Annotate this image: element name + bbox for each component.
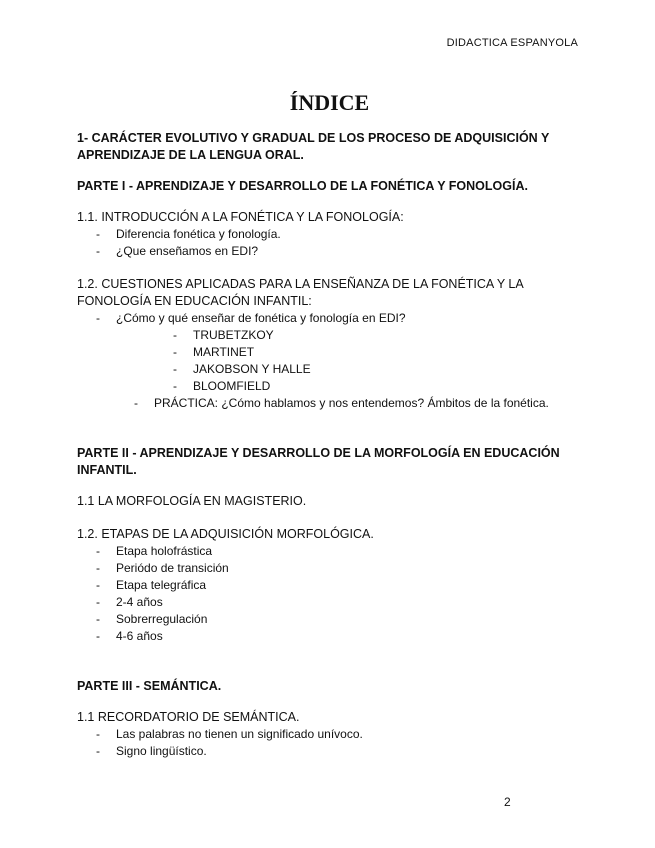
part2-section2-title: 1.2. ETAPAS DE LA ADQUISICIÓN MORFOLÓGICA. [77, 527, 374, 541]
part2-section1-title: 1.1 LA MORFOLOGÍA EN MAGISTERIO. [77, 494, 307, 508]
list-item: - ¿Cómo y qué enseñar de fonética y fonología en EDI? [96, 311, 406, 325]
list-item: - Signo lingüístico. [96, 744, 207, 758]
page-header: DIDACTICA ESPANYOLA [446, 37, 578, 49]
part2-heading: PARTE II - APRENDIZAJE Y DESARROLLO DE LA MORFOLOGÍA EN EDUCACIÓN INFANTIL. [77, 446, 560, 477]
page-title: ÍNDICE [289, 90, 370, 115]
list-item: - Periódo de transición [96, 561, 229, 575]
list-item: - 2-4 años [96, 595, 163, 609]
list-item: - Sobrerregulación [96, 612, 208, 626]
part3-section1-title: 1.1 RECORDATORIO DE SEMÁNTICA. [77, 710, 300, 724]
page-number: 2 [504, 795, 511, 809]
practica-item: - PRÁCTICA: ¿Cómo hablamos y nos entendemos? Ámbitos de la fonética. [134, 396, 549, 410]
list-item: - 4-6 años [96, 629, 163, 643]
main-heading: 1- CARÁCTER EVOLUTIVO Y GRADUAL DE LOS PROCESO DE ADQUISICIÓN Y APRENDIZAJE DE LA LENGUA ORAL. [77, 131, 550, 162]
author-item: - TRUBETZKOY [173, 328, 274, 342]
list-item: - Etapa holofrástica [96, 544, 213, 558]
author-item: - JAKOBSON Y HALLE [173, 362, 311, 376]
author-item: - MARTINET [173, 345, 255, 359]
list-item: - Las palabras no tienen un significado unívoco. [96, 727, 363, 741]
part1-section1-title: 1.1. INTRODUCCIÓN A LA FONÉTICA Y LA FONOLOGÍA: [77, 210, 404, 224]
part3-heading: PARTE III - SEMÁNTICA. [77, 679, 222, 693]
list-item: - Etapa telegráfica [96, 578, 207, 592]
list-item: - ¿Que enseñamos en EDI? [96, 244, 259, 258]
part1-heading: PARTE I - APRENDIZAJE Y DESARROLLO DE LA FONÉTICA Y FONOLOGÍA. [77, 179, 528, 193]
author-item: - BLOOMFIELD [173, 379, 271, 393]
part1-section2-title: 1.2. CUESTIONES APLICADAS PARA LA ENSEÑANZA DE LA FONÉTICA Y LA FONOLOGÍA EN EDUCACIÓN INFANTIL: [77, 277, 524, 308]
list-item: - Diferencia fonética y fonología. [96, 227, 281, 241]
document-body [77, 90, 582, 760]
